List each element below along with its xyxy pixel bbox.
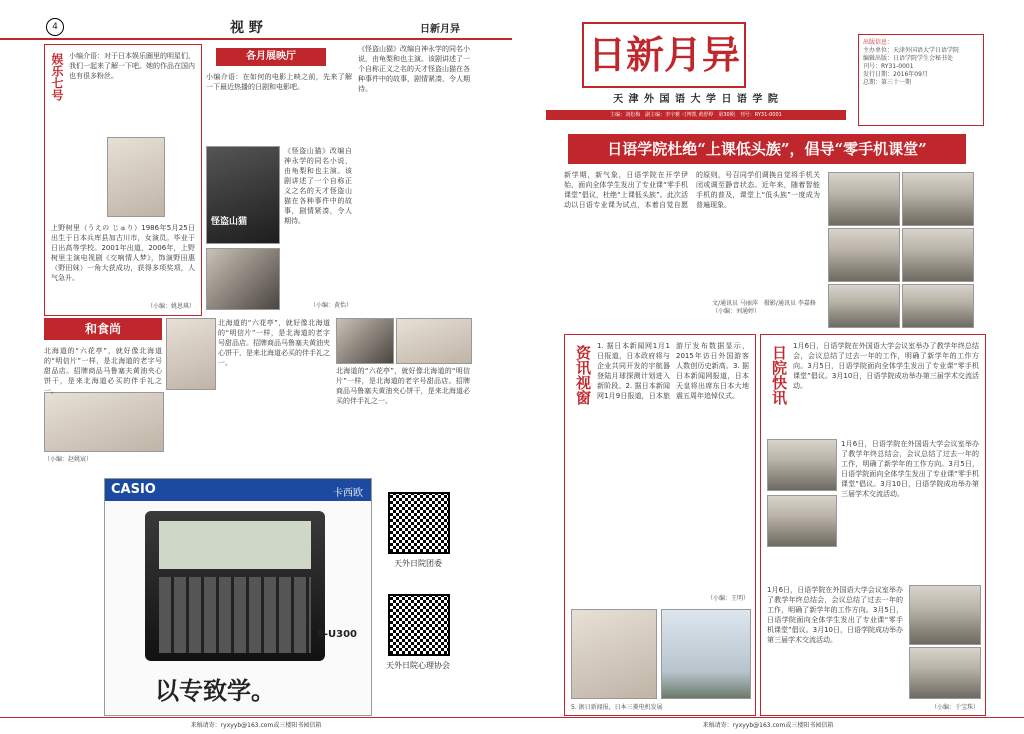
news-photo-airplane [661,609,751,699]
entertainment-box [44,44,202,316]
qr2-caption: 天外日院心理协会 [386,661,450,670]
campus-body: 1月6日，日语学院在外国语大学会议室举办了教学年终总结会，会议总结了过去一年的工作，明确了新学年的工作方向。3月5日，日语学院面向全体学生发出了专业课“零手机课堂”倡议。3月10日，日语学院成功举办第三届学术交流活动。 [841,440,979,498]
column-food-title: 和食尚 [44,318,162,340]
campus-photo-1 [767,439,837,491]
right-footer: 来稿请寄：ryxyyb@163.com或三楼阳书园信箱 [512,717,1024,734]
page-number: 4 [46,18,64,36]
campus-lead: 1月6日，日语学院在外国语大学会议室举办了教学年终总结会，会议总结了过去一年的工作，明确了新学年的工作方向。3月5日，日语学院面向全体学生发出了专业课“零手机课堂”倡议。3月10日，日语学院成功举办第三届学术交流活动。 [793,342,979,390]
ad-model: E-U300 [317,629,357,640]
article1-body: 上野树里（うえの じゅり）1986年5月25日出生于日本兵库县加古川市，女演员。毕业于日出高等学校。2001年出道，2006年，上野树里主演电视剧《交响情人梦》，饰演野田惠（野田妹）一角大获成功，获得多项奖项，人气急升。 [51,224,195,282]
movie-box [206,44,352,314]
article2-credit: （小编：黄怡） [309,302,352,309]
article2-intro: 小编介语：在如何的电影上映之前，先来了解一下最近热播的日剧和电影吧。 [206,73,352,91]
school-name: 天 津 外 国 语 大 学 日 语 学 院 [613,94,779,105]
campus-photo-3 [909,585,981,645]
campus-photo-4 [909,647,981,699]
classroom-photo-6 [902,284,974,328]
cookie-photo [44,392,164,452]
qr-code-youth-league [388,492,450,554]
news-section [564,334,756,716]
campus-section [760,334,986,716]
movie-poster [206,146,280,244]
news-photo-caption: 5. 据日新闻报，日本三菱电机发展 [571,704,663,711]
movie-poster-title: 怪盗山猫 [211,217,248,227]
info-line-2: 编辑出版：日语学院学生会秘书处 [863,55,954,62]
device-screen [159,521,311,569]
movie-text-column: 《怪盗山猫》改编自神永学的同名小说，由龟梨和也主演。该剧讲述了一个自称正义之名的天才怪盗山猫在各种事件中的故事，剧情紧凑，令人期待。 [358,45,470,93]
news-body: 1. 据日本新闻网1月1日报道，日本政府将与企业共同开发的宇航器登陆月球探测计划进入新阶段。2. 据日本新闻网1月9日报道，日本旅游厅发布数据显示，2015年访日外国游客人数创历史新高。3. 据日本新闻网报道，日本天皇将出席东日本大地震五周年追悼仪式。 [597,342,749,400]
news-photo-1 [571,609,657,699]
info-line-4: 发行日期：2016年09月 [863,71,928,78]
info-line-3: 刊号：RY31-0001 [863,63,914,70]
masthead-info: 主编：刘松梅 副主编：李宇雅 刁博凯 黄舒婷 第30期 刊号：RY31-0001 [546,110,846,120]
publication-info-box [858,34,984,126]
section-campus-title: 日院快讯 [770,345,788,405]
news-credit: （小编：王明） [706,595,749,602]
info-label: 出版信息： [863,39,894,46]
ad-slogan: 以专致学。 [155,676,275,705]
actress-photo [107,137,165,217]
info-line-1: 主办单位：天津外国语大学日语学院 [863,47,960,54]
article1-credit: （小编：姚恩琪） [146,303,195,310]
article3-body: 北海道的“六花亭”，就好像北海道的“明信片”一样，是北海道的老字号甜品店。招牌商品马鲁塞夫黄油夹心饼干，是来北海道必买的伴手礼之一。 [218,319,330,367]
column-entertainment-title: 娱乐七号 [50,53,64,101]
qr-code-psychology [388,594,450,656]
column-movies-title: 各月展映厅 [216,48,326,66]
info-line-5: 总期：第三十一期 [863,79,912,86]
classroom-photo-5 [828,284,900,328]
left-page-header [0,14,512,40]
masthead-small: 日新月异 [420,24,460,35]
food-photo-2 [336,318,394,364]
casio-ad [104,478,372,716]
ad-brand-cn: 卡西欧 [333,488,363,499]
classroom-photo-2 [902,172,974,226]
masthead [546,22,846,122]
food-photo-1 [166,318,216,390]
article3-side: 北海道的“六花亭”，就好像北海道的“明信片”一样，是北海道的老字号甜品店。招牌商品马鲁塞夫黄油夹心饼干，是来北海道必买的伴手礼之一。 [336,367,470,405]
actor-photo [206,248,280,310]
campus-credit: （小编：于宝珠） [930,704,979,711]
device-keyboard [159,577,311,653]
food-lead: 北海道的“六花亭”，就好像北海道的“明信片”一样，是北海道的老字号甜品店。招牌商品马鲁塞夫黄油夹心饼干，是来北海道必买的伴手礼之一。 [44,347,162,395]
article3-credit: （小编：赵姚宸） [44,456,93,463]
lead-article-credit: 文/通讯员 马丽萍 摄影/通讯员 李嘉修 （小编：刘通婷） [712,300,822,315]
classroom-photo-4 [902,228,974,282]
campus-photo-2 [767,495,837,547]
article2-body: 《怪盗山猫》改编自神永学的同名小说，由龟梨和也主演。该剧讲述了一个自称正义之名的天才怪盗山猫在各种事件中的故事，剧情紧凑，令人期待。 [284,147,352,225]
section-title: 视 野 [230,20,263,36]
right-page [512,0,1024,734]
food-photo-3 [396,318,472,364]
lead-article-body: 新学期，新气象，日语学院在开学伊始，面向全体学生发出了专业课“零手机课堂”倡议，杜绝“上课低头族”。此次活动以日语专业课为试点，本着自觉自愿的原则，号召同学们调换自觉将手机关闭或调至静音状态。近年来，随着智能手机的普及，课堂上“低头族”一度成为普遍现象。 [564,171,820,209]
classroom-photo-3 [828,228,900,282]
left-footer: 来稿请寄：ryxyyb@163.com或三楼阳书园信箱 [0,717,512,734]
dictionary-device [145,511,325,661]
campus-body-2: 1月6日，日语学院在外国语大学会议室举办了教学年终总结会，会议总结了过去一年的工作，明确了新学年的工作方向。3月5日，日语学院面向全体学生发出了专业课“零手机课堂”倡议。3月10日，日语学院成功举办第三届学术交流活动。 [767,586,903,644]
section-news-title: 资讯视窗 [574,345,592,405]
masthead-title: 日新月异 [582,22,746,88]
headline: 日语学院杜绝“上课低头族”，倡导“零手机课堂” [568,134,966,164]
classroom-photo-1 [828,172,900,226]
article1-intro: 小编介语：对于日本娱乐圈里的明星们，我们一起来了解一下吧。她的作品在国内也有很多粉丝。 [69,52,195,80]
qr1-caption: 天外日院团委 [394,559,442,568]
ad-brand: CASIO [111,482,156,497]
